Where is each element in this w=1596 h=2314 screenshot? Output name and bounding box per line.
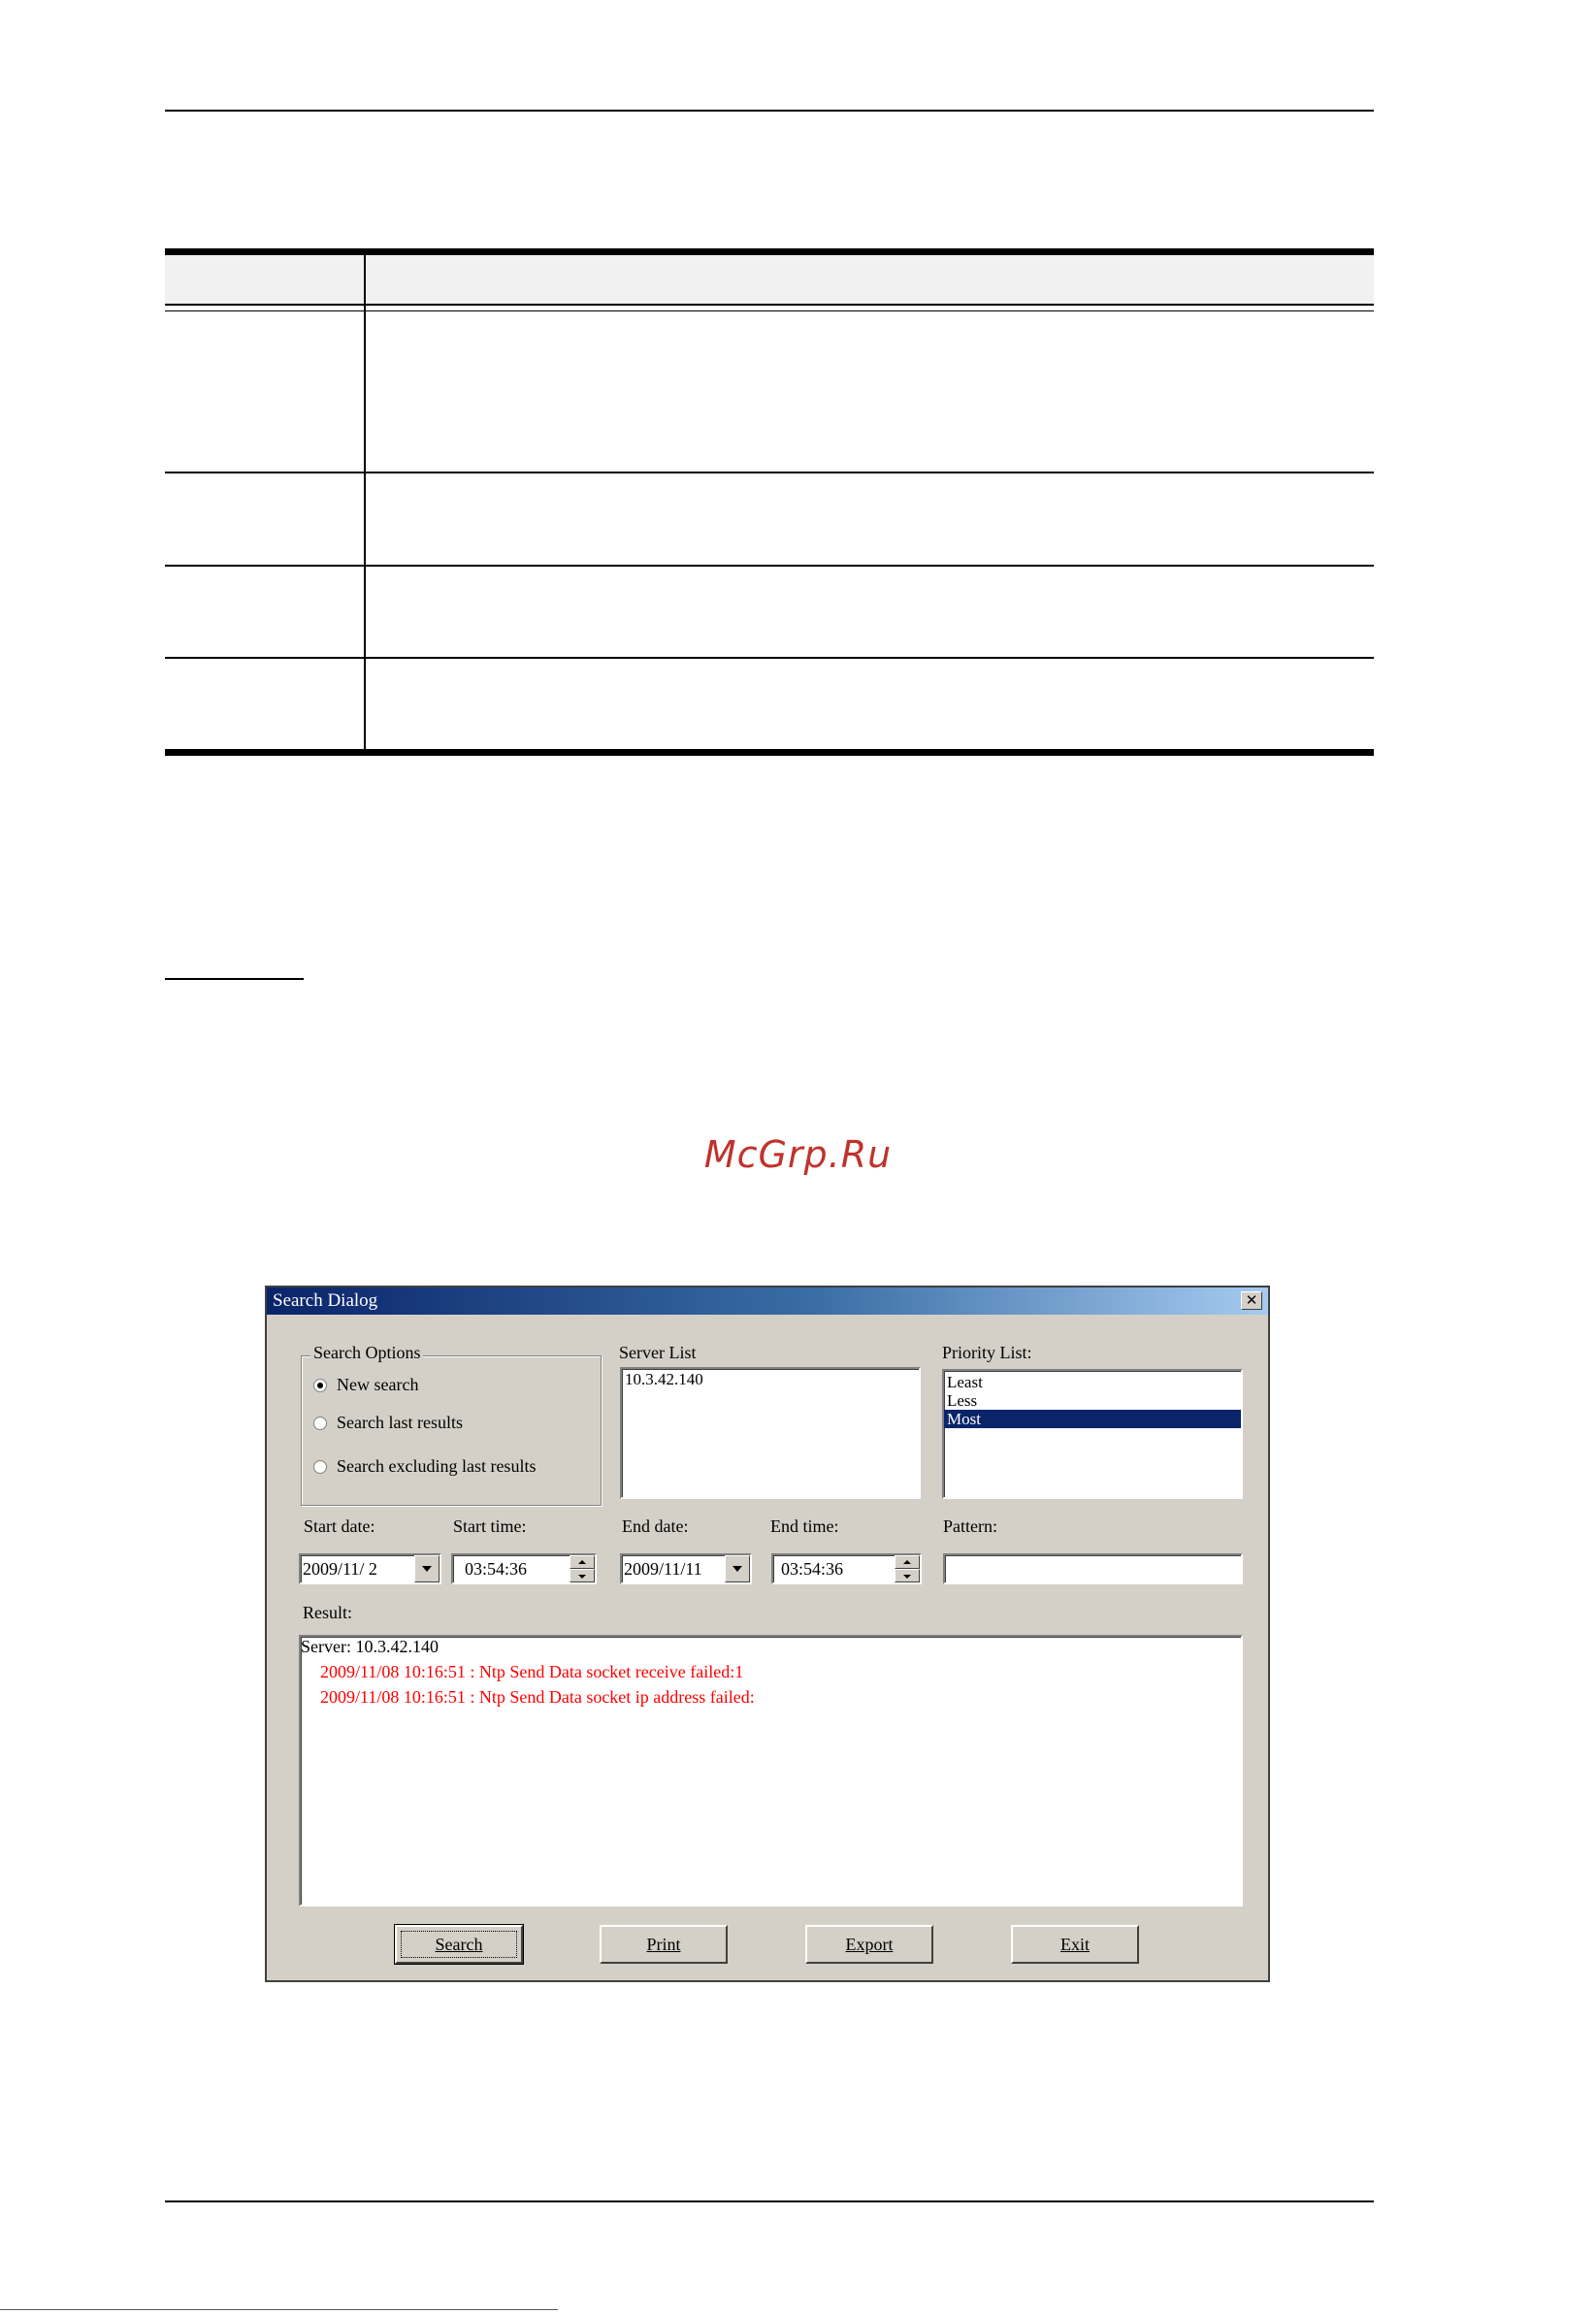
table-header-band [165, 255, 1374, 304]
spin-down-icon [578, 1575, 586, 1579]
result-label: Result: [303, 1603, 353, 1622]
section-heading-underline [165, 978, 304, 980]
table-top-border [165, 248, 1374, 255]
result-line-error: 2009/11/08 10:16:51 : Ntp Send Data socket ip address failed: [320, 1687, 755, 1707]
export-button-label: Export [845, 1935, 894, 1954]
server-list-item[interactable]: 10.3.42.140 [625, 1370, 703, 1388]
end-date-dropdown-button[interactable] [725, 1555, 750, 1582]
start-date-value: 2009/11/ 2 [303, 1559, 377, 1579]
pattern-input[interactable] [943, 1553, 1243, 1584]
server-list-label: Server List [619, 1343, 697, 1362]
focus-rect [401, 1931, 517, 1958]
start-date-combo[interactable] [299, 1553, 441, 1584]
start-time-spinner[interactable] [451, 1553, 597, 1584]
priority-list-box[interactable] [942, 1369, 1243, 1499]
page-edge-rule [0, 2309, 558, 2310]
chevron-down-icon [733, 1566, 742, 1572]
result-line-server: Server: 10.3.42.140 [301, 1637, 439, 1656]
start-time-label: Start time: [453, 1516, 527, 1536]
start-date-dropdown-button[interactable] [414, 1555, 440, 1582]
end-date-label: End date: [622, 1516, 689, 1536]
table-row-rule-2 [165, 565, 1374, 567]
start-time-spin-up[interactable] [570, 1555, 595, 1569]
priority-list-label: Priority List: [942, 1343, 1032, 1362]
result-textarea[interactable] [299, 1635, 1243, 1907]
radio-search-excluding-label: Search excluding last results [337, 1456, 537, 1476]
radio-selected-icon[interactable] [313, 1379, 327, 1392]
end-time-label: End time: [770, 1516, 839, 1536]
dialog-title: Search Dialog [273, 1290, 378, 1311]
spin-up-icon [903, 1560, 911, 1564]
spin-up-icon [578, 1560, 586, 1564]
table-header-rule-1 [165, 304, 1374, 306]
exit-button-label: Exit [1060, 1935, 1090, 1954]
print-button-label: Print [646, 1935, 681, 1954]
bottom-rule [165, 2200, 1374, 2202]
priority-item-less[interactable]: Less [947, 1391, 978, 1410]
search-options-title: Search Options [310, 1343, 423, 1363]
close-button[interactable] [1241, 1291, 1262, 1310]
end-date-combo[interactable] [620, 1553, 752, 1584]
table-column-divider [364, 248, 366, 756]
table-row-rule-3 [165, 657, 1374, 659]
end-time-spinner[interactable] [771, 1553, 922, 1584]
search-button-label: Search [435, 1935, 483, 1954]
search-button[interactable] [395, 1925, 523, 1964]
top-rule [165, 110, 1374, 112]
print-button[interactable] [600, 1925, 728, 1964]
chevron-down-icon [422, 1566, 432, 1572]
end-date-value: 2009/11/11 [624, 1559, 702, 1579]
radio-new-search-label: New search [337, 1375, 419, 1394]
radio-unselected-icon[interactable] [313, 1460, 327, 1474]
priority-item-most[interactable]: Most [944, 1410, 1241, 1428]
start-time-value: 03:54:36 [465, 1559, 528, 1579]
end-time-spin-up[interactable] [895, 1555, 920, 1569]
dialog-titlebar[interactable] [267, 1287, 1268, 1315]
search-dialog-window [265, 1286, 1270, 1982]
table-bottom-border [165, 749, 1374, 756]
exit-button[interactable] [1011, 1925, 1139, 1964]
table-header-rule-2 [165, 310, 1374, 311]
start-time-spin-down[interactable] [570, 1569, 595, 1582]
radio-unselected-icon[interactable] [313, 1417, 327, 1430]
start-date-label: Start date: [304, 1516, 375, 1536]
pattern-label: Pattern: [943, 1516, 997, 1536]
end-time-spin-down[interactable] [895, 1569, 920, 1582]
end-time-value: 03:54:36 [781, 1559, 844, 1579]
export-button[interactable] [805, 1925, 933, 1964]
table-row-rule-1 [165, 472, 1374, 473]
spin-down-icon [903, 1575, 911, 1579]
priority-item-least[interactable]: Least [947, 1373, 983, 1391]
close-icon: ✕ [1245, 1291, 1258, 1309]
radio-search-last-results-label: Search last results [337, 1413, 463, 1432]
result-line-error: 2009/11/08 10:16:51 : Ntp Send Data socket receive failed:1 [320, 1662, 744, 1681]
server-list-box[interactable] [620, 1367, 921, 1499]
watermark-text: McGrp.Ru [703, 1133, 893, 1176]
